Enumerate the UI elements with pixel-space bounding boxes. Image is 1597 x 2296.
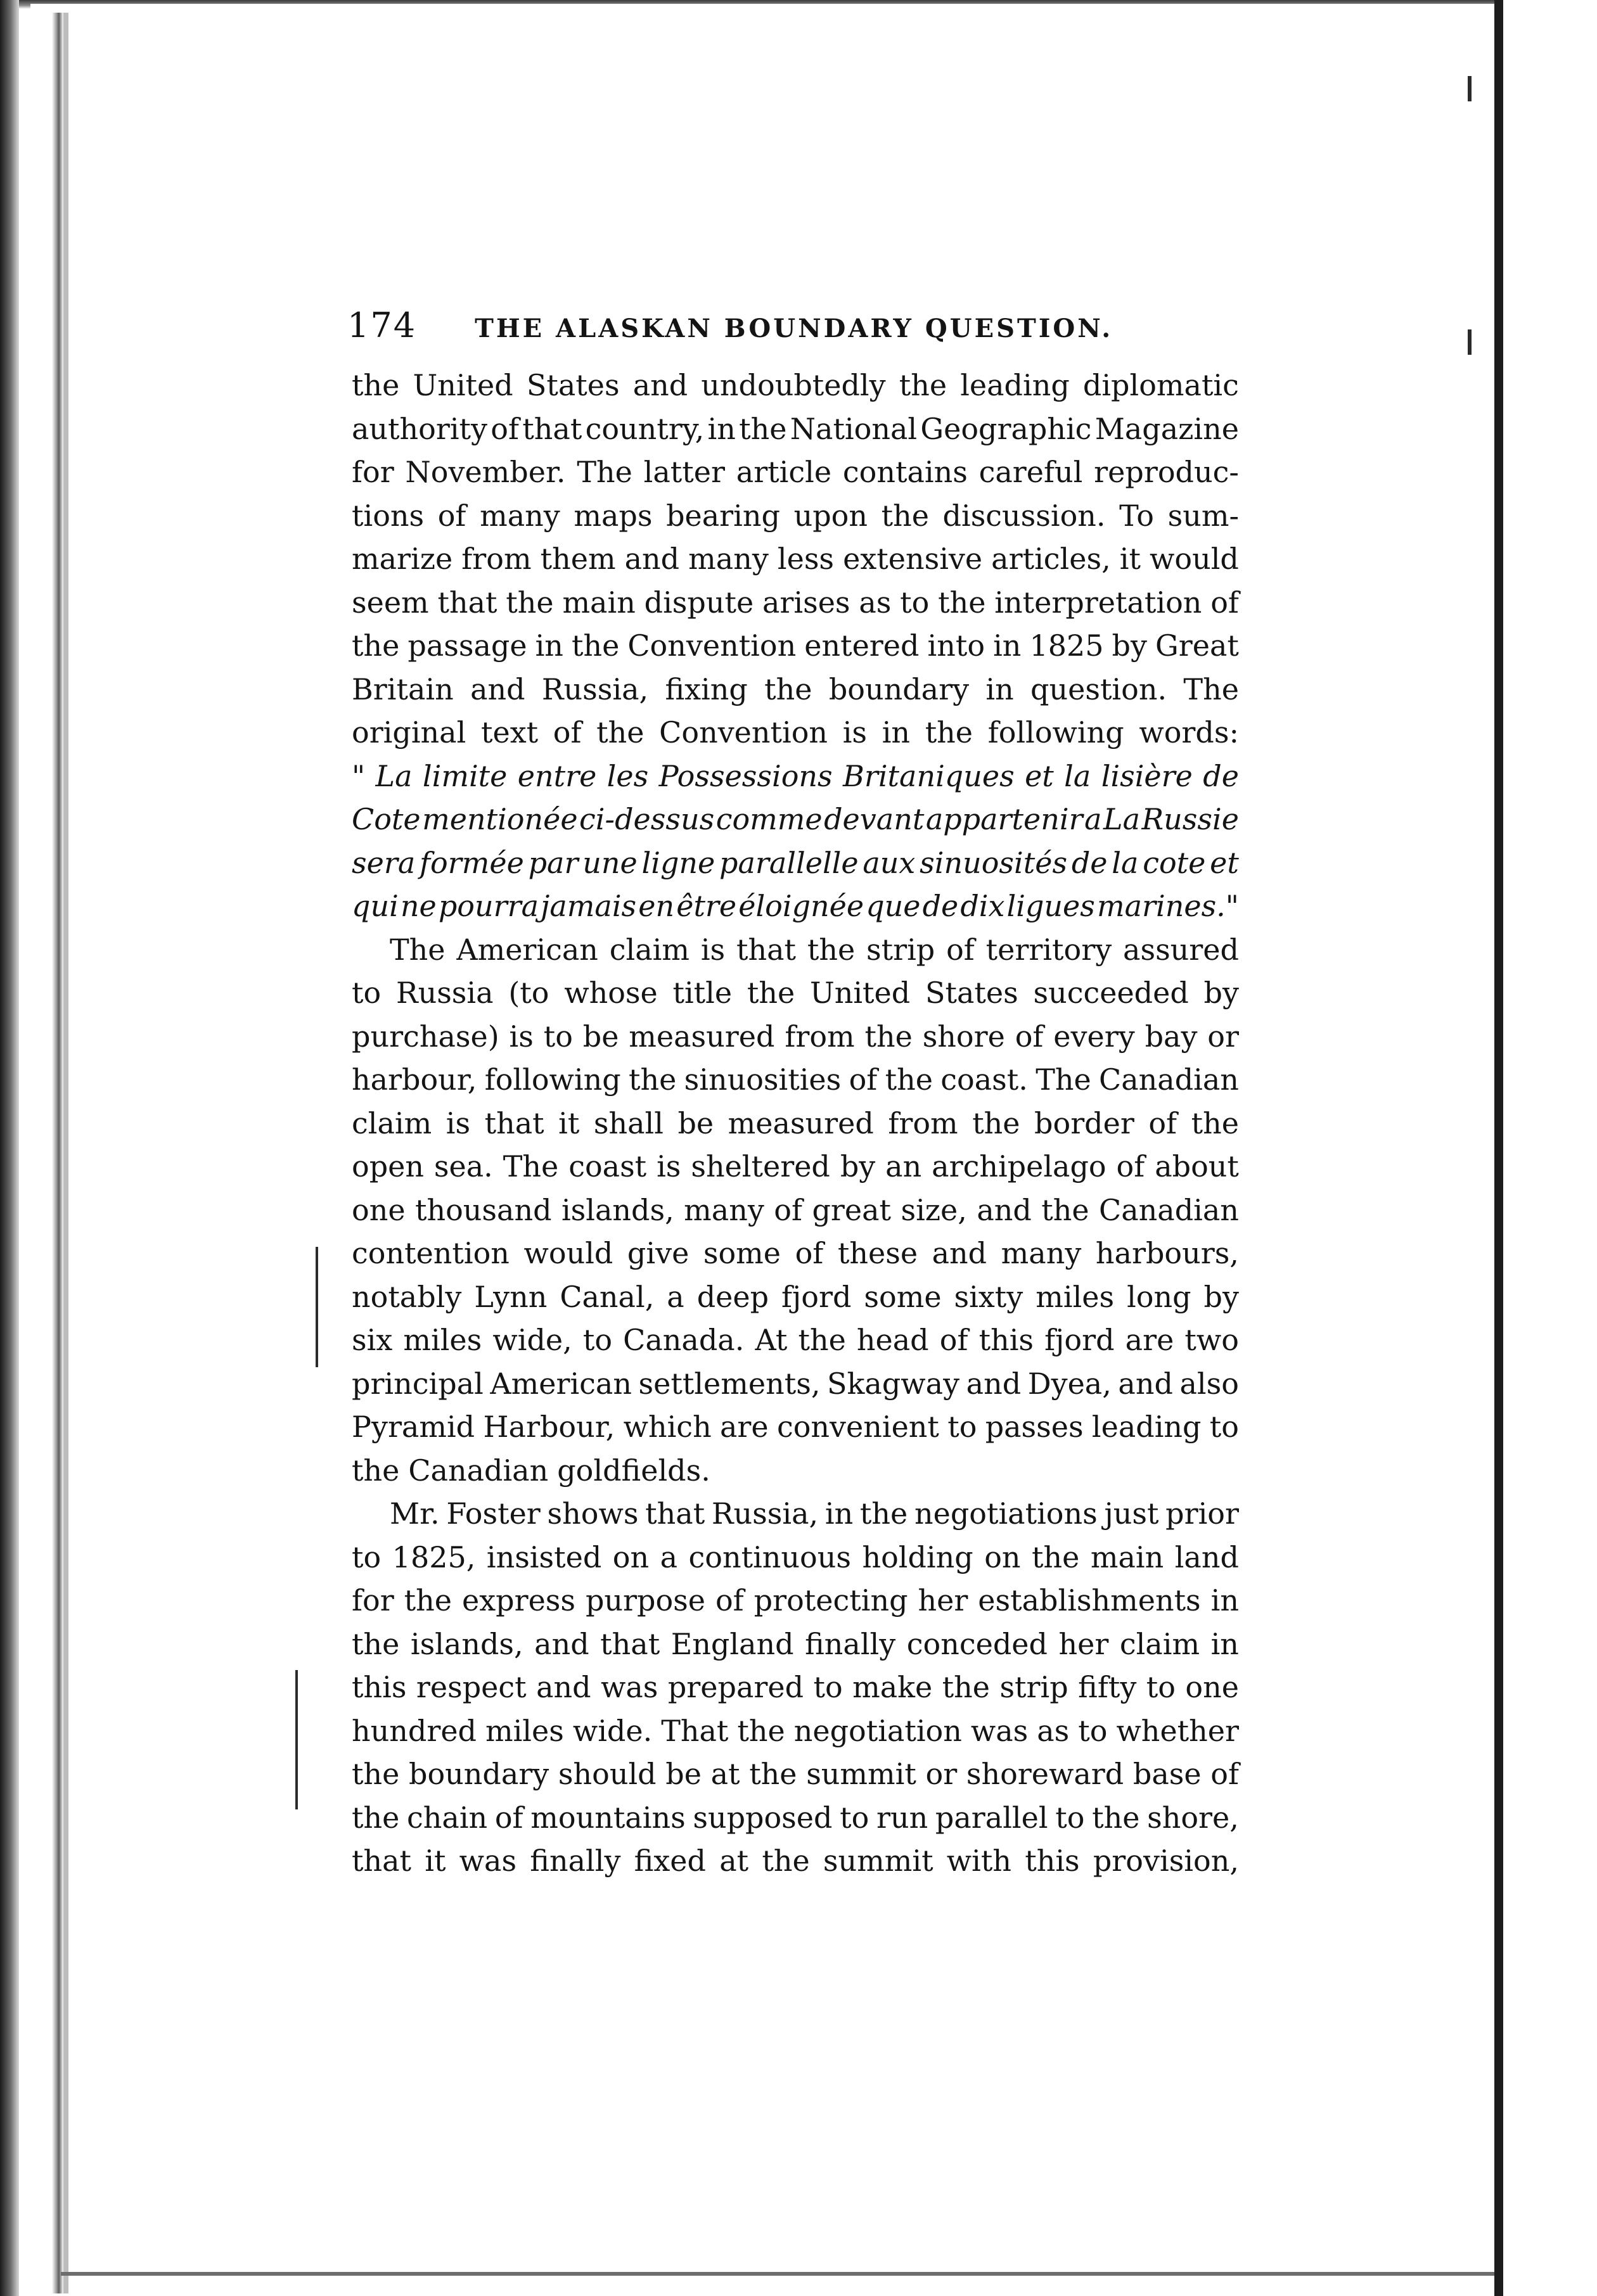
scan-facing-page-edge xyxy=(1503,0,1597,2296)
text-line: tions of many maps bearing upon the discussion. To sum- xyxy=(352,498,1239,533)
running-header xyxy=(347,305,1243,356)
scan-frame-bottom xyxy=(61,2272,1494,2276)
running-title: THE ALASKAN BOUNDARY QUESTION. xyxy=(475,314,1113,343)
text-line: claim is that it shall be measured from the border of the xyxy=(352,1106,1239,1140)
text-line: contention would give some of these and many harbours, xyxy=(352,1236,1239,1270)
text-line: harbour, following the sinuosities of the coast. The Canadian xyxy=(352,1062,1239,1097)
text-line: hundred miles wide. That the negotiation was as to whether xyxy=(352,1713,1239,1748)
text-line: authority of that country, in the National Geographic Magazine xyxy=(352,411,1239,446)
text-line: for the express purpose of protecting her establishments in xyxy=(352,1583,1239,1617)
text-line: seem that the main dispute arises as to the interpretation of xyxy=(352,585,1239,620)
text-line: the islands, and that England finally conceded her claim in xyxy=(352,1626,1239,1661)
text-line: Britain and Russia, fixing the boundary in question. The xyxy=(352,672,1239,706)
scan-page-edge-left xyxy=(52,13,63,2293)
text-line: the passage in the Convention entered into in 1825 by Great xyxy=(352,628,1239,663)
text-line: that it was finally fixed at the summit with this provision, xyxy=(352,1844,1239,1878)
text-line: purchase) is to be measured from the shore of every bay or xyxy=(352,1019,1239,1054)
text-line: Mr. Foster shows that Russia, in the negotiations just prior xyxy=(390,1496,1239,1531)
text-line: Cote mentionée ci-dessus comme devant appartenir a La Russie xyxy=(352,802,1239,836)
text-line: six miles wide, to Canada. At the head of this fjord are two xyxy=(352,1323,1239,1357)
scan-frame-right xyxy=(1494,0,1503,2296)
text-line: to 1825, insisted on a continuous holding on the main land xyxy=(352,1540,1239,1574)
margin-mark xyxy=(295,1670,298,1809)
text-line: marize from them and many less extensive articles, it would xyxy=(352,542,1239,576)
body-text xyxy=(352,364,1239,1883)
text-line: qui ne pourra jamais en être éloignée que de dix ligues marines." xyxy=(352,889,1239,923)
text-line: this respect and was prepared to make the strip fifty to one xyxy=(352,1670,1239,1704)
text-line: the boundary should be at the summit or shoreward base of xyxy=(352,1757,1239,1791)
margin-mark xyxy=(1468,76,1472,101)
text-line: one thousand islands, many of great size, and the Canadian xyxy=(352,1192,1239,1227)
text-line: open sea. The coast is sheltered by an archipelago of about xyxy=(352,1149,1239,1183)
text-line: sera formée par une ligne parallelle aux sinuosités de la cote et xyxy=(352,845,1239,880)
margin-mark xyxy=(316,1247,318,1367)
margin-mark xyxy=(1468,329,1472,355)
text-line: original text of the Convention is in the following words: xyxy=(352,715,1239,749)
text-line: for November. The latter article contains careful reproduc- xyxy=(352,455,1239,489)
text-line: the United States and undoubtedly the leading diplomatic xyxy=(352,368,1239,402)
scan-frame-left xyxy=(0,0,19,2296)
text-line: " La limite entre les Possessions Britaniques et la lisière de xyxy=(352,758,1239,793)
text-line: the chain of mountains supposed to run parallel to the shore, xyxy=(352,1800,1239,1835)
text-line: notably Lynn Canal, a deep fjord some sixty miles long by xyxy=(352,1279,1239,1314)
text-line: principal American settlements, Skagway and Dyea, and also xyxy=(352,1366,1239,1401)
scan-page-edge-left-inner xyxy=(63,13,68,2293)
text-line: the Canadian goldfields. xyxy=(352,1453,710,1488)
text-line: The American claim is that the strip of territory assured xyxy=(390,932,1239,967)
text-line: to Russia (to whose title the United States succeeded by xyxy=(352,976,1239,1010)
text-line: Pyramid Harbour, which are convenient to passes leading to xyxy=(352,1410,1239,1444)
page-number: 174 xyxy=(347,305,417,345)
